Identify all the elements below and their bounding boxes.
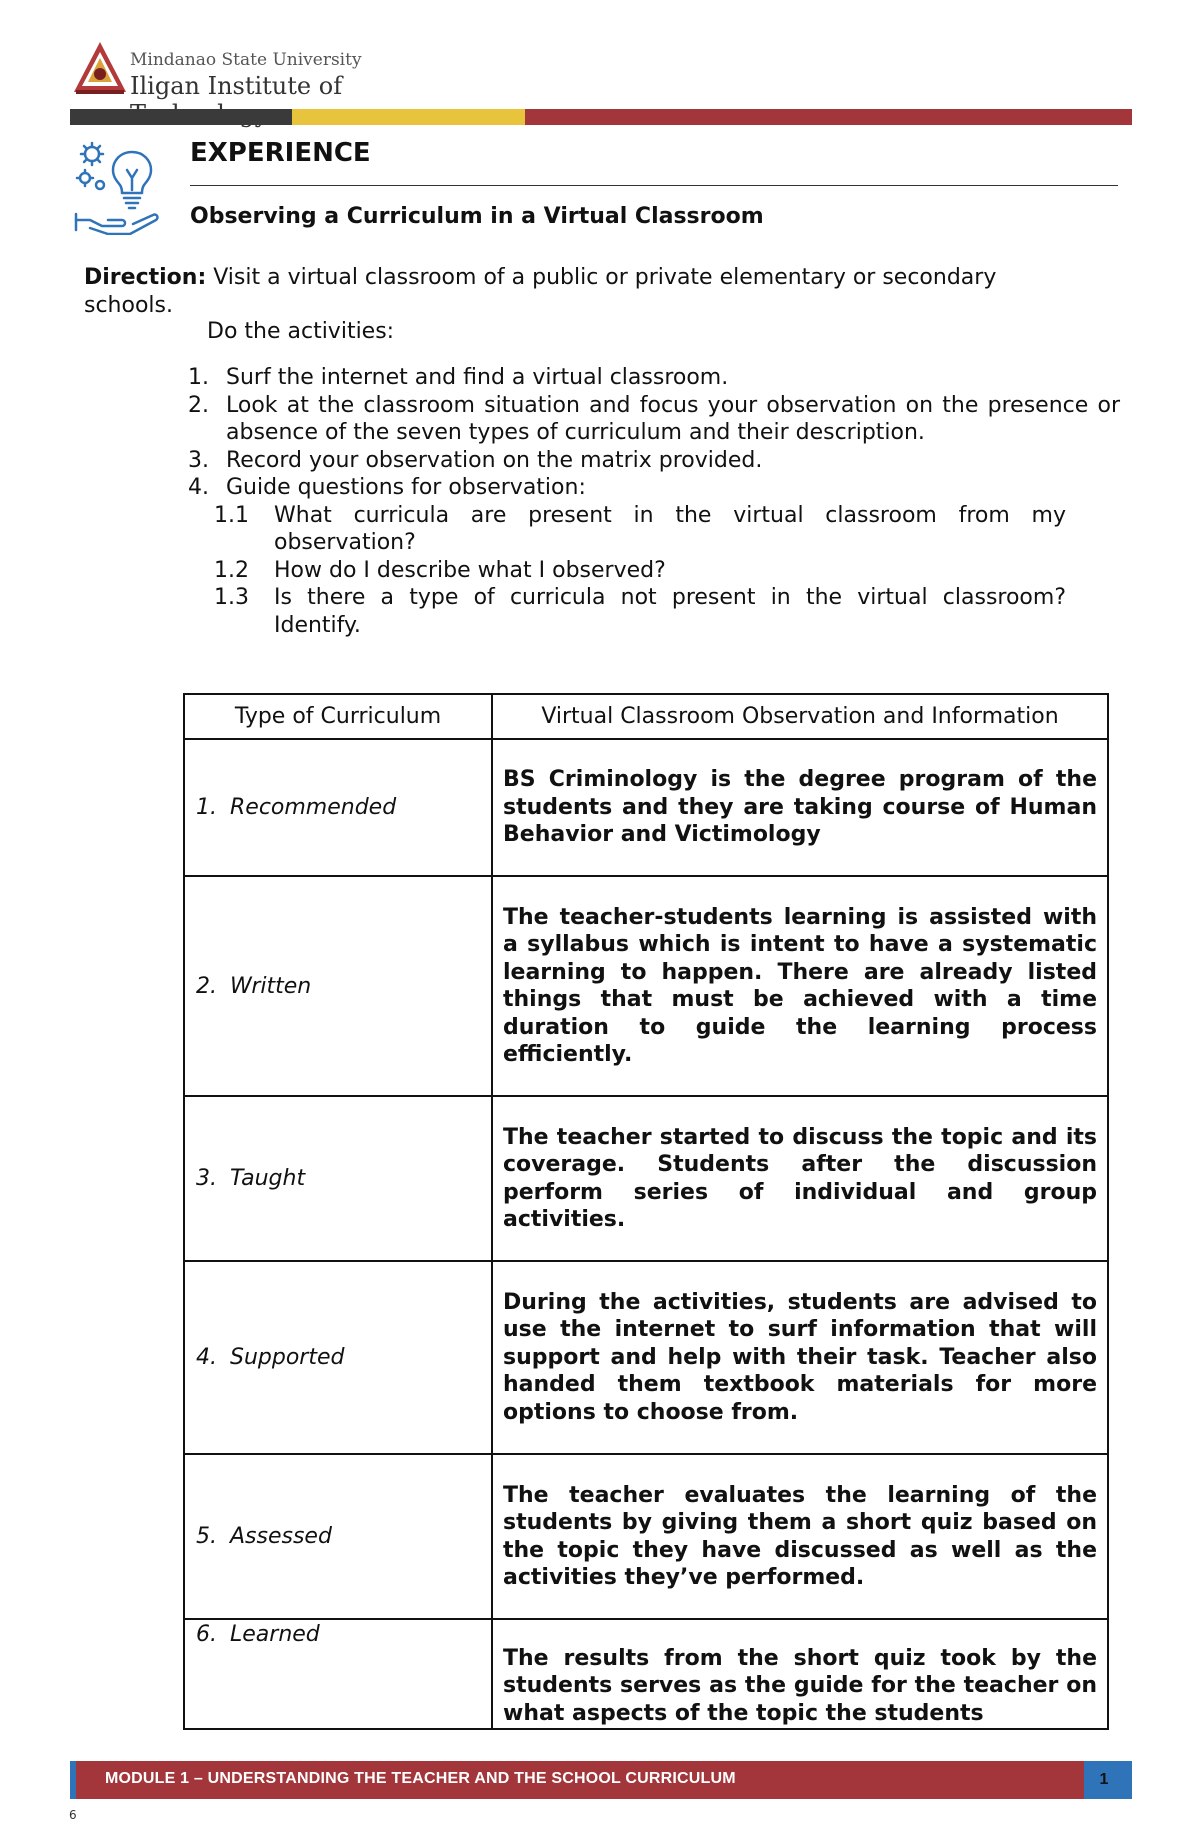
page-number-box [1084, 1761, 1132, 1799]
curriculum-type [184, 1454, 492, 1619]
type-label: Taught [230, 1166, 306, 1191]
guide-questions [214, 502, 1066, 640]
type-number: 4. [196, 1345, 217, 1370]
observation-matrix [183, 693, 1109, 1730]
list-item [188, 392, 1120, 447]
page-footer [70, 1761, 1132, 1799]
curriculum-type [184, 1261, 492, 1454]
curriculum-type [184, 1096, 492, 1261]
step-number: 4. [188, 475, 209, 500]
observation-text: The teacher evaluates the learning of the students by giving them a short quiz based on the topic they have discussed as well as the activities they’ve performed. [492, 1454, 1108, 1619]
table-row [184, 1619, 1108, 1729]
institute-name: Iligan Institute of [130, 72, 343, 100]
university-name: Mindanao State University [130, 50, 362, 70]
bar-segment-dark [70, 109, 292, 125]
type-label: Assessed [230, 1524, 332, 1549]
header-color-bar [70, 109, 1132, 125]
type-label: Supported [230, 1345, 345, 1370]
column-header-observation: Virtual Classroom Observation and Information [492, 694, 1108, 739]
step-text: Look at the classroom situation and focus your observation on the presence or absence of the seven types of curriculum and their description. [226, 392, 1120, 445]
step-text: Record your observation on the matrix provided. [226, 447, 763, 473]
table-row [184, 1096, 1108, 1261]
step-number: 1. [188, 365, 209, 390]
question-text: What curricula are present in the virtual classroom from my observation? [274, 502, 1066, 555]
msu-iit-seal-icon [72, 38, 128, 98]
direction-paragraph [84, 264, 1074, 320]
observation-text: The results from the short quiz took by the students serves as the guide for the teacher on what aspects of the topic the students [492, 1619, 1108, 1729]
section-subtitle: Observing a Curriculum in a Virtual Classroom [190, 204, 764, 229]
section-title: EXPERIENCE [190, 138, 371, 168]
type-number: 2. [196, 973, 217, 999]
bar-segment-gold [292, 109, 525, 125]
type-number: 5. [196, 1524, 217, 1549]
observation-text: The teacher started to discuss the topic and its coverage. Students after the discussion perform series of individual and group activities. [492, 1096, 1108, 1261]
question-text: How do I describe what I observed? [274, 557, 666, 583]
type-number: 6. [196, 1622, 217, 1647]
list-item [188, 447, 1120, 475]
direction-text: Visit a virtual classroom of a public or private elementary or secondary schools. [84, 265, 997, 318]
question-number: 1.1 [214, 502, 249, 528]
type-number: 1. [196, 795, 217, 820]
observation-text: The teacher-students learning is assisted with a syllabus which is intent to have a systematic learning to happen. There are already listed things that must be achieved with a time duration to guide the learning process efficiently. [492, 876, 1108, 1096]
question-text: Is there a type of curricula not present in the virtual classroom? Identify. [274, 585, 1066, 638]
table-row [184, 1261, 1108, 1454]
module-title: MODULE 1 – UNDERSTANDING THE TEACHER AND THE SCHOOL CURRICULUM [105, 1770, 736, 1787]
step-number: 3. [188, 447, 209, 473]
table-row [184, 1454, 1108, 1619]
list-item [188, 364, 1120, 392]
curriculum-type [184, 1619, 492, 1729]
list-item [188, 474, 1120, 639]
lightbulb-gears-hand-icon [72, 140, 164, 235]
observation-text: During the activities, students are advised to use the internet to surf information that will support and help with their task. Teacher also handed them textbook materials for more options to choose from. [492, 1261, 1108, 1454]
activity-steps [188, 364, 1120, 639]
question-number: 1.3 [214, 585, 249, 610]
type-label: Learned [230, 1622, 320, 1647]
institution-logo [72, 38, 452, 100]
curriculum-type [184, 876, 492, 1096]
curriculum-type [184, 739, 492, 876]
step-text: Surf the internet and find a virtual classroom. [226, 365, 729, 390]
table-header-row [184, 694, 1108, 739]
type-label: Written [230, 973, 312, 999]
stray-mark: 6 [69, 1808, 77, 1822]
table-row [184, 876, 1108, 1096]
step-number: 2. [188, 392, 209, 418]
list-item [214, 557, 1066, 585]
question-number: 1.2 [214, 557, 249, 583]
list-item [214, 584, 1066, 639]
type-label: Recommended [230, 795, 397, 820]
observation-text: BS Criminology is the degree program of the students and they are taking course of Human Behavior and Victimology [492, 739, 1108, 876]
section-divider [190, 185, 1118, 186]
activities-intro: Do the activities: [207, 319, 395, 344]
list-item [214, 502, 1066, 557]
type-number: 3. [196, 1166, 217, 1191]
direction-label: Direction: [84, 265, 207, 290]
page-number: 1 [1099, 1771, 1109, 1788]
table-row [184, 739, 1108, 876]
step-text: Guide questions for observation: [226, 475, 586, 500]
bar-segment-red [525, 109, 1132, 125]
column-header-type: Type of Curriculum [184, 694, 492, 739]
